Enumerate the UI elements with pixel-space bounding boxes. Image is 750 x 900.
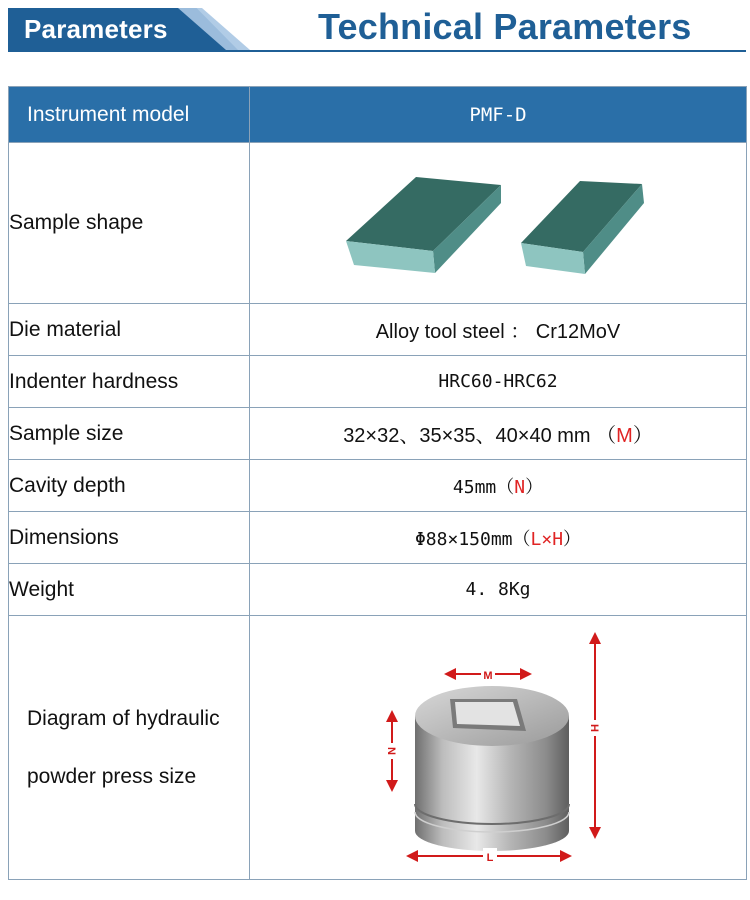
- dimension-h-label: H: [588, 724, 600, 732]
- dimensions-label: Dimensions: [9, 512, 250, 564]
- header-tab-label: Parameters: [24, 14, 168, 44]
- table-row-die-material: [9, 304, 747, 356]
- cavity-depth-close: ）: [525, 476, 544, 498]
- sample-block-small: [521, 181, 644, 274]
- table-row-indenter-hardness: [9, 356, 747, 408]
- cavity-depth-label: Cavity depth: [9, 460, 250, 512]
- dimension-h: [588, 638, 602, 833]
- press-mold-diagram: [250, 616, 745, 874]
- parameters-table: [8, 86, 747, 880]
- weight-value: 4. 8Kg: [250, 564, 747, 616]
- sample-shape-label: Sample shape: [9, 143, 250, 304]
- dimensions-value: [250, 512, 747, 564]
- sample-size-text: 32×32、35×35、40×40 mm （: [343, 425, 617, 447]
- instrument-model-value: PMF-D: [250, 87, 747, 143]
- table-row-weight: [9, 564, 747, 616]
- table-row-sample-size: [9, 408, 747, 460]
- sample-size-value: [250, 408, 747, 460]
- dimensions-text: Φ88×150mm（: [414, 528, 531, 550]
- dimension-n-label: N: [385, 747, 397, 755]
- page-title: Technical Parameters: [318, 6, 692, 47]
- weight-label: Weight: [9, 564, 250, 616]
- cavity-depth-value: [250, 460, 747, 512]
- mold-cylinder: [415, 686, 569, 851]
- table-row-cavity-depth: [9, 460, 747, 512]
- table-row-diagram: [9, 616, 747, 880]
- indenter-hardness-value: HRC60-HRC62: [250, 356, 747, 408]
- sample-shape-image: [250, 143, 747, 304]
- dimension-l: [412, 848, 566, 864]
- diagram-label-line-1: Diagram of hydraulic: [27, 706, 220, 730]
- cavity-depth-symbol: N: [514, 476, 526, 498]
- dimension-n: [385, 716, 399, 786]
- die-material-label: Die material: [9, 304, 250, 356]
- instrument-model-label: Instrument model: [9, 87, 250, 143]
- diagram-label: [9, 616, 250, 880]
- diagram-cell: [250, 616, 747, 880]
- dimensions-close: ）: [563, 528, 582, 550]
- header-divider: [8, 50, 746, 52]
- sample-size-symbol: M: [616, 425, 633, 447]
- sample-blocks-illustration: [250, 143, 745, 298]
- table-header-row: [9, 87, 747, 143]
- sample-size-close: ）: [632, 425, 653, 447]
- diagram-label-line-2: powder press size: [27, 764, 197, 788]
- cavity-depth-text: 45mm（: [452, 476, 515, 498]
- dimension-m: [450, 666, 526, 682]
- dimensions-symbol: L×H: [530, 528, 564, 550]
- dimension-l-label: L: [486, 852, 494, 864]
- die-material-value: Alloy tool steel ： Cr12MoV: [250, 304, 747, 356]
- sample-block-large: [346, 177, 501, 273]
- page-header: [0, 0, 750, 60]
- table-row-sample-shape: [9, 143, 747, 304]
- dimension-m-label: M: [483, 670, 493, 682]
- table-row-dimensions: [9, 512, 747, 564]
- indenter-hardness-label: Indenter hardness: [9, 356, 250, 408]
- sample-size-label: Sample size: [9, 408, 250, 460]
